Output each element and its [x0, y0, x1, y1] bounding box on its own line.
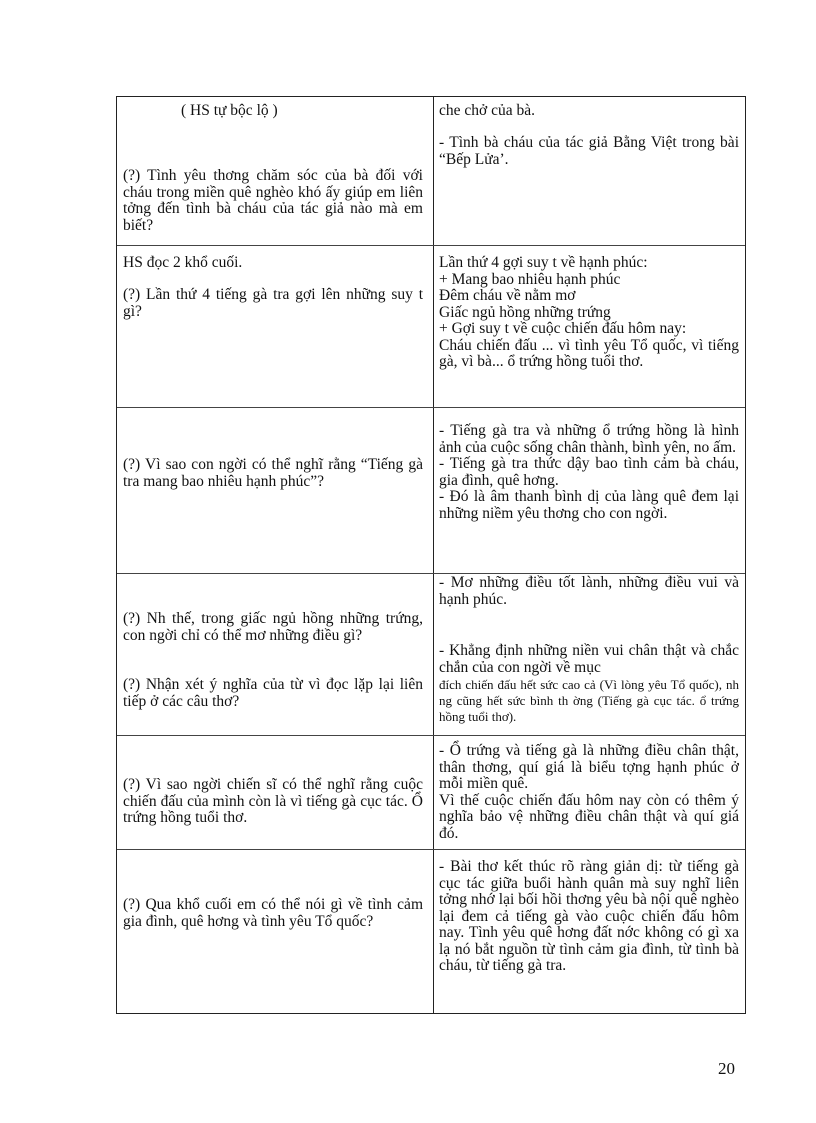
row-divider	[117, 407, 745, 408]
question: (?) Vì sao ngời chiến sĩ có thể nghĩ rằng cuộc chiến đấu của mình còn là vì tiếng gà cục tác. Ổ trứng hồng tuổi thơ.	[123, 776, 423, 826]
instruction: HS đọc 2 khổ cuối.	[123, 254, 243, 271]
column-divider	[433, 97, 434, 1013]
answer-line: - Ổ trứng và tiếng gà là những điều chân thật, thân thơng, quí giá là biểu tợng hạnh phúc ở mỗi miền quê.	[439, 742, 739, 792]
student-note: ( HS tự bộc lộ )	[181, 102, 278, 119]
page-number: 20	[718, 1059, 735, 1078]
row-divider	[117, 849, 745, 850]
answer-block	[439, 423, 739, 522]
answer-line: Cháu chiến đấu ... vì tình yêu Tổ quốc, vì tiếng gà, vì bà... ổ trứng hồng tuổi thơ.	[439, 336, 739, 370]
answer: - Bài thơ kết thúc rõ ràng giản dị: từ tiếng gà cục tác giữa buổi hành quân mà suy nghĩ liên tởng nhớ lại bối hồi thơng yêu bà nội quê nghèo lại đem cả tiếng gà vào cuộc chiến đấu hôm nay. Tình yêu quê hơng đất nớc không có gì xa lạ nó bắt nguồn từ tình cảm gia đình, từ tình bà cháu, từ tiếng gà tra.	[439, 858, 739, 974]
question: (?) Nhận xét ý nghĩa của từ vì đọc lặp lại liên tiếp ở các câu thơ?	[123, 676, 423, 710]
answer-line: - Tiếng gà tra và những ổ trứng hồng là hình ảnh của cuộc sống chân thành, bình yên, no ấm.	[439, 422, 739, 456]
answer: đích chiến đấu hết sức cao cả (Vì lòng yêu Tổ quốc), nh ng cũng hết sức bình th ờng (Tiếng gà cục tác. ổ trứng hồng tuổi thơ).	[439, 677, 739, 724]
row-divider	[117, 245, 745, 246]
answer-block	[439, 255, 739, 371]
answer-line: Lần thứ 4 gợi suy t về hạnh phúc:	[439, 254, 648, 271]
answer-line: - Tiếng gà tra thức dậy bao tình cảm bà cháu, gia đình, quê hơng.	[439, 455, 739, 489]
answer-line: + Mang bao nhiêu hạnh phúc	[439, 270, 621, 288]
answer-line: Giấc ngủ hồng những trứng	[439, 303, 611, 321]
answer-line: Đêm cháu về nằm mơ	[439, 287, 576, 304]
answer-line: + Gợi suy t về cuộc chiến đấu hôm nay:	[439, 320, 687, 337]
answer: che chở của bà.	[439, 102, 535, 119]
answer: - Khẳng định những niền vui chân thật và chắc chắn của con ngời về mục	[439, 642, 739, 676]
question: (?) Vì sao con ngời có thể nghĩ rằng “Tiếng gà tra mang bao nhiêu hạnh phúc”?	[123, 456, 423, 490]
row-divider	[117, 735, 745, 736]
answer-line: Vì thế cuộc chiến đấu hôm nay còn có thêm ý nghĩa bảo vệ những điều chân thật và quí giá đó.	[439, 791, 739, 842]
question: (?) Tình yêu thơng chăm sóc của bà đối với cháu trong miền quê nghèo khó ấy giúp em liên tởng đến tình bà cháu của tác giả nào mà em biết?	[123, 167, 423, 234]
question: (?) Nh thế, trong giấc ngủ hồng những trứng, con ngời chỉ có thể mơ những điều gì?	[123, 610, 423, 644]
answer: - Mơ những điều tốt lành, những điều vui và hạnh phúc.	[439, 574, 739, 608]
answer-line: - Đó là âm thanh bình dị của làng quê đem lại những niềm yêu thơng cho con ngời.	[439, 488, 739, 522]
question: (?) Qua khổ cuối em có thể nói gì về tình cảm gia đình, quê hơng và tình yêu Tổ quốc?	[123, 896, 423, 930]
lesson-table	[116, 96, 746, 1014]
question: (?) Lần thứ 4 tiếng gà tra gợi lên những suy t gì?	[123, 286, 423, 320]
answer-block	[439, 743, 739, 842]
answer: - Tình bà cháu của tác giả Bằng Việt trong bài “Bếp Lửa’.	[439, 134, 739, 168]
